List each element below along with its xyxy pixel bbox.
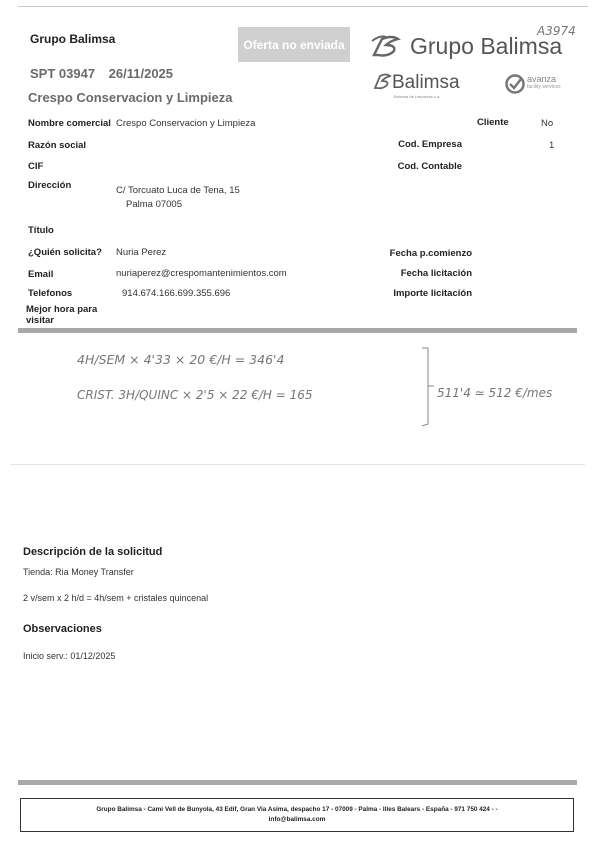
handwritten-line1: 4H/SEM × 4'33 × 20 €/H = 346'4 (77, 352, 285, 367)
descripcion-tienda: Tienda: Ria Money Transfer (23, 567, 134, 577)
avanza-tagline: facility services (527, 84, 561, 90)
direccion-line1: C/ Torcuato Luca de Tena, 15 (116, 185, 240, 196)
importe-licitacion-label: Importe licitación (393, 288, 472, 299)
mejor-hora-label-line2: visitar (26, 315, 54, 326)
titulo-label: Título (28, 225, 54, 236)
email-value: nuriaperez@crespomantenimientos.com (116, 268, 287, 279)
cod-empresa-label: Cod. Empresa (398, 139, 462, 150)
quien-value: Nuria Perez (116, 247, 167, 258)
cliente-value: No (541, 118, 554, 129)
cif-label: CIF (28, 161, 44, 172)
fecha-comienzo-label: Fecha p.comienzo (389, 248, 472, 259)
logo-secondary-text: Balimsa (392, 72, 460, 93)
descripcion-detalle: 2 v/sem x 2 h/d = 4h/sem + cristales quincenal (23, 593, 209, 603)
direccion-label: Dirección (28, 180, 72, 191)
handwritten-line2: CRIST. 3H/QUINC × 2'5 × 22 €/H = 165 (77, 388, 313, 402)
direccion-line2: Palma 07005 (126, 199, 182, 210)
footer-box (20, 798, 574, 832)
logo-secondary-tagline: Balimsa de Limpiezas s.a. (394, 94, 441, 99)
company-name: Grupo Balimsa (30, 32, 116, 46)
mejor-hora-label-line1: Mejor hora para (26, 304, 98, 315)
avanza-logo (505, 74, 561, 99)
handwritten-ref-code: A3974 (537, 24, 576, 38)
ref-number: SPT 03947 (30, 66, 96, 81)
handwritten-total: 511'4 ≃ 512 €/mes (437, 386, 553, 400)
nombre-comercial-value: Crespo Conservacion y Limpieza (116, 118, 256, 129)
faint-divider (10, 464, 585, 465)
quien-label: ¿Quién solicita? (28, 247, 102, 258)
cliente-label: Cliente (477, 117, 509, 128)
ref-date: 26/11/2025 (108, 66, 174, 81)
email-label: Email (28, 269, 54, 280)
descripcion-title: Descripción de la solicitud (23, 546, 163, 558)
cod-contable-label: Cod. Contable (397, 161, 462, 172)
top-divider (18, 6, 588, 7)
balimsa-logo (372, 72, 460, 99)
client-name: Crespo Conservacion y Limpieza (28, 90, 233, 105)
mejor-hora-label (26, 304, 97, 326)
grupo-balimsa-logo (370, 33, 563, 64)
nombre-comercial-label: Nombre comercial (28, 118, 111, 129)
fecha-licitacion-label: Fecha licitación (400, 268, 472, 279)
balimsa-small-mark-icon (372, 72, 392, 90)
observaciones-inicio: Inicio serv.: 01/12/2025 (23, 651, 116, 661)
balimsa-mark-icon (370, 33, 404, 59)
telefonos-label: Telefonos (28, 288, 73, 299)
logo-main-text: Grupo Balimsa (410, 33, 563, 59)
telefonos-value: 914.674.166.699.355.696 (122, 288, 231, 299)
razon-social-label: Razón social (28, 140, 87, 151)
avanza-check-icon (505, 74, 525, 94)
handwritten-brace-icon (418, 346, 434, 428)
cod-empresa-value: 1 (549, 140, 555, 151)
section-separator (18, 328, 577, 333)
status-badge: Oferta no enviada (238, 27, 350, 62)
observaciones-title: Observaciones (23, 623, 102, 635)
footer-address: Grupo Balimsa - Cami Vell de Bunyola, 43 Edif, Gran Via Asima, despacho 17 - 07009 - Palma - Illes Balears - España - 971 750 424 - - (96, 806, 498, 813)
request-ref (30, 66, 183, 81)
footer-email: info@balimsa.com (268, 816, 326, 823)
footer-separator (18, 780, 577, 785)
avanza-text: avanza (527, 74, 557, 84)
